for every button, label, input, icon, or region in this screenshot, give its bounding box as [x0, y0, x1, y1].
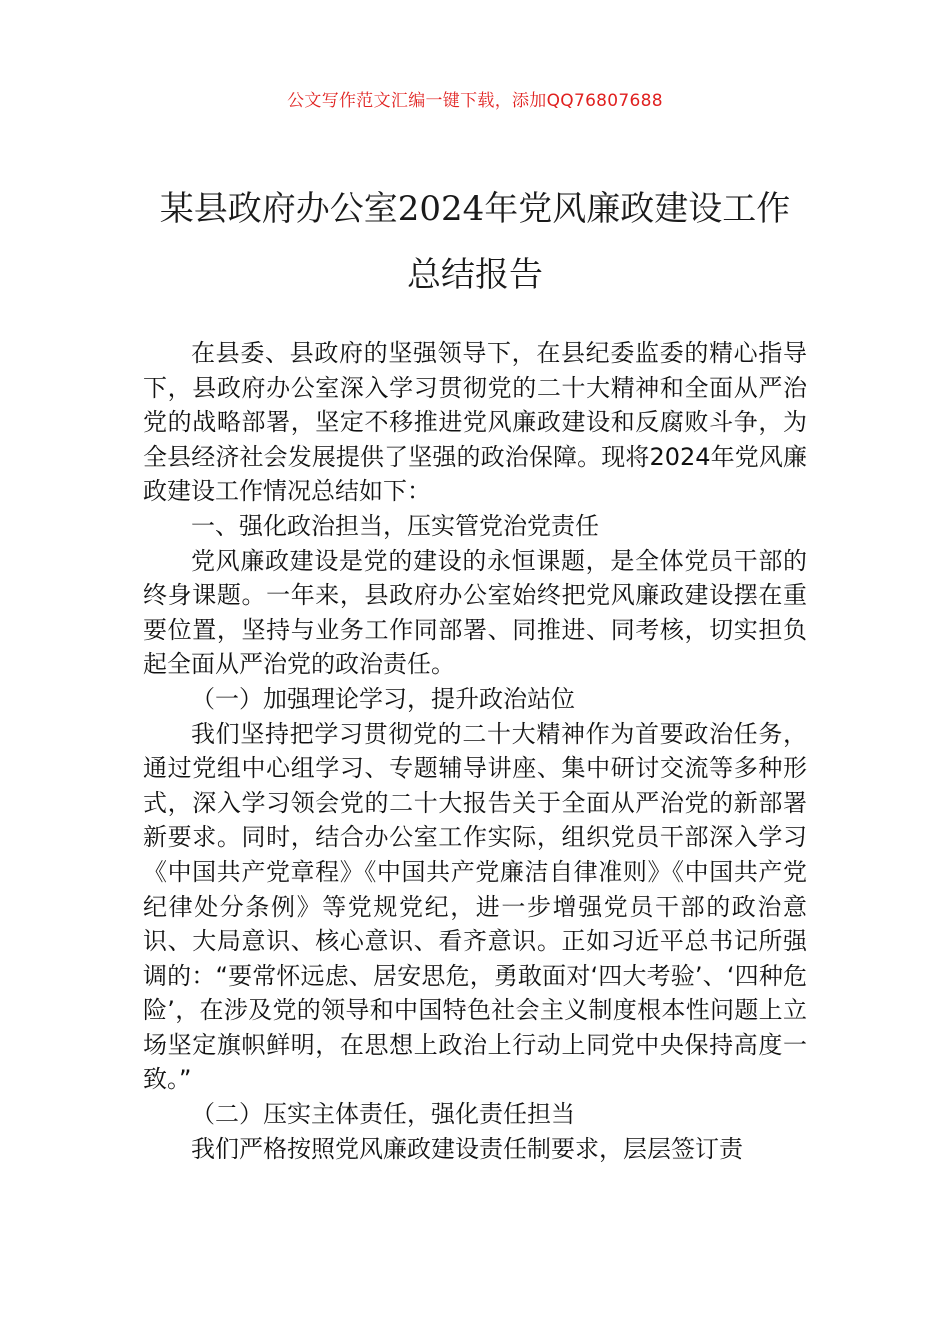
subsection-heading-2: （二）压实主体责任，强化责任担当: [191, 1100, 575, 1129]
download-banner: 公文写作范文汇编一键下载，添加QQ76807688: [287, 91, 663, 111]
document-title-line-1: 某县政府办公室2024年党风廉政建设工作: [159, 189, 791, 229]
subsection-1-paragraph: 我们坚持把学习贯彻党的二十大精神作为首要政治任务，通过党组中心组学习、专题辅导讲座、集中研讨交流等多种形式，深入学习领会党的二十大报告关于全面从严治党的新部署新要求。同时，结合办公室工作实际，组织党员干部深入学习《中国共产党章程》《中国共产党廉洁自律准则》《中国共产党纪律处分条例》等党规党纪，进一步增强党员干部的政治意识、大局意识、核心意识、看齐意识。正如习近平总书记所强调的：“要常怀远虑、居安思危，勇敢面对‘四大考验’、‘四种危险’，在涉及党的领导和中国特色社会主义制度根本性问题上立场坚定旗帜鲜明，在思想上政治上行动上同党中央保持高度一致。”: [143, 719, 807, 1094]
document-title-line-2: 总结报告: [407, 255, 543, 295]
section-1-paragraph: 党风廉政建设是党的建设的永恒课题，是全体党员干部的终身课题。一年来，县政府办公室始终把党风廉政建设摆在重要位置，坚持与业务工作同部署、同推进、同考核，切实担负起全面从严治党的政治责任。: [143, 546, 807, 679]
document-body: [143, 336, 807, 1166]
subsection-heading-1: （一）加强理论学习，提升政治站位: [191, 684, 575, 713]
section-heading-1: 一、强化政治担当，压实管党治党责任: [191, 511, 599, 540]
subsection-2-paragraph: 我们严格按照党风廉政建设责任制要求，层层签订责: [191, 1134, 743, 1163]
intro-paragraph: 在县委、县政府的坚强领导下，在县纪委监委的精心指导下，县政府办公室深入学习贯彻党的二十大精神和全面从严治党的战略部署，坚定不移推进党风廉政建设和反腐败斗争，为全县经济社会发展提供了坚强的政治保障。现将2024年党风廉政建设工作情况总结如下：: [143, 339, 807, 506]
